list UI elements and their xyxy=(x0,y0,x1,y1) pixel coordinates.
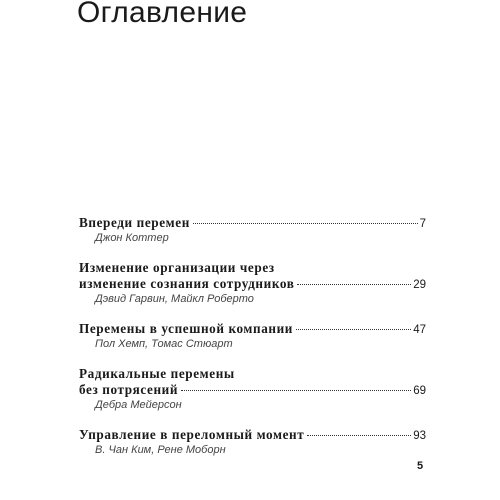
toc-entry-authors: Дебра Мейерсон xyxy=(95,399,182,411)
toc-entry-title: Впереди перемен xyxy=(79,215,190,230)
toc-title-row xyxy=(79,215,426,231)
toc-entry-title-continued: без потрясений xyxy=(79,382,179,397)
toc-title-row xyxy=(79,382,426,398)
toc-entry xyxy=(79,260,426,307)
toc-entry-title: Перемены в успешной компании xyxy=(79,321,293,336)
toc-entry-authors: Джон Коттер xyxy=(95,232,169,244)
toc-entry xyxy=(79,427,426,458)
toc-entry-authors: Пол Хемп, Томас Стюарт xyxy=(95,338,233,350)
toc-entry-title-continued: изменение сознания сотрудников xyxy=(79,276,295,291)
toc-entry-title: Изменение организации через xyxy=(79,260,275,275)
dot-leader xyxy=(181,390,411,391)
table-of-contents xyxy=(79,215,426,472)
dot-leader xyxy=(296,329,411,330)
toc-page-number: 47 xyxy=(413,324,426,336)
toc-entry-title: Управление в переломный момент xyxy=(79,427,305,442)
toc-entry-title: Радикальные перемены xyxy=(79,366,235,381)
toc-entry xyxy=(79,215,426,246)
toc-title-row xyxy=(79,427,426,443)
dot-leader xyxy=(193,223,418,224)
toc-title-row xyxy=(79,276,426,292)
dot-leader xyxy=(307,435,411,436)
toc-title-row xyxy=(79,321,426,337)
toc-entry xyxy=(79,321,426,352)
toc-entry-authors: В. Чан Ким, Рене Моборн xyxy=(95,444,226,456)
page-title: Оглавление xyxy=(77,0,248,29)
toc-page-number: 29 xyxy=(413,279,426,291)
dot-leader xyxy=(297,284,411,285)
toc-entry-authors: Дэвид Гарвин, Майкл Роберто xyxy=(95,293,254,305)
toc-page-number: 93 xyxy=(413,430,426,442)
toc-entry xyxy=(79,366,426,413)
toc-page-number: 69 xyxy=(413,385,426,397)
page-number: 5 xyxy=(417,460,424,472)
toc-page-number: 7 xyxy=(419,218,426,230)
